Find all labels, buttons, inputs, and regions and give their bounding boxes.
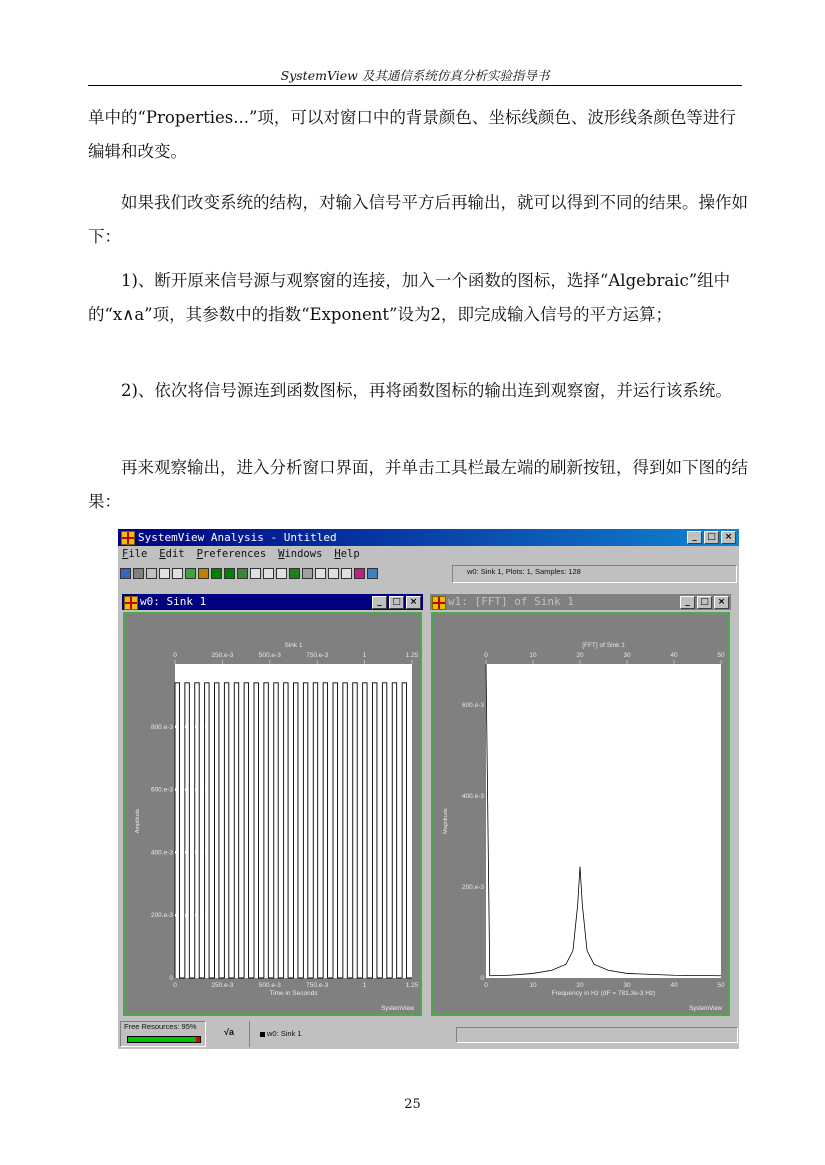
x-tick-label-top: 50 [717,652,725,659]
menu-preferences[interactable]: Preferences [196,548,267,560]
y-tick-label: 200.e-3 [461,883,484,891]
app-title: SystemView Analysis - Untitled [138,531,337,544]
x-tick-label: 50 [717,982,725,989]
status-bar [118,1019,739,1049]
free-resources-label: Free Resources: 95% [124,1022,197,1031]
window-sink1-title: w0: Sink 1 [140,595,207,608]
x-tick-label: 0 [484,982,488,989]
histogram-icon[interactable] [328,568,339,579]
paragraph-3: 1)、断开原来信号源与观察窗的连接，加入一个函数的图标，选择“Algebraic”组中的“x∧a”项，其参数中的指数“Exponent”设为2，即完成输入信号的平方运算； [88,271,731,324]
y-tick-label: 0 [169,975,173,982]
grid-icon[interactable] [302,568,313,579]
y-tick-label: 0 [480,975,484,982]
spectrum-icon[interactable] [354,568,365,579]
paragraph-5: 再来观察输出，进入分析窗口界面，并单击工具栏最左端的刷新按钮，得到如下图的结果： [88,458,748,511]
line-icon[interactable] [172,568,183,579]
y-axis-label: Amplitude [135,808,141,834]
plot-area-fft [431,612,730,1016]
status-info: w0: Sink 1, Plots: 1, Samples: 128 [452,565,737,583]
x-tick-label: 40 [670,982,678,989]
x-tick-label: 10 [529,982,537,989]
close-button[interactable]: × [721,531,736,544]
y-tick-label: 600.e-3 [461,701,484,709]
toolbar [120,563,446,583]
y-tick-label: 200.e-3 [150,912,173,920]
watermark: SystemView [689,1006,722,1012]
w0-maximize-button[interactable]: □ [389,596,404,609]
x-tick-label: 20 [576,982,584,989]
w1-close-button[interactable]: × [714,596,729,609]
calculator-icon[interactable] [289,568,300,579]
window-icon [124,596,138,610]
sqrt-button[interactable]: √a [224,1027,234,1037]
w1-minimize-button[interactable]: _ [680,596,695,609]
x-tick-label: 250.e-3 [211,982,234,989]
x-tick-label-top: 20 [576,652,584,659]
x-tick-label: 500.e-3 [258,982,281,989]
x-axis-label: Frequency in Hz (dF = 781.3e-3 Hz) [551,990,656,997]
x-tick-label-top: 1.25 [405,652,419,659]
page-number: 25 [404,1097,421,1112]
running-header: SystemView 及其通信系统仿真分析实验指导书 [280,68,550,83]
x-tick-label-top: 30 [623,652,631,659]
print-icon[interactable] [133,568,144,579]
move-icon[interactable] [146,568,157,579]
maximize-button[interactable]: □ [704,531,719,544]
x-tick-label-top: 250.e-3 [211,652,234,659]
refresh-icon[interactable] [120,568,131,579]
minimize-button[interactable]: _ [687,531,702,544]
legend-item [249,1021,449,1047]
triangle-icon[interactable] [315,568,326,579]
w1-maximize-button[interactable]: □ [697,596,712,609]
y-tick-label: 600.e-3 [150,786,173,794]
fft-plot [433,614,728,1014]
systemview-icon [121,531,135,545]
plot-area-time [123,612,422,1016]
window-fft-titlebar[interactable] [430,594,731,610]
zoom-icon[interactable] [341,568,352,579]
tile-icon[interactable] [211,568,222,579]
plot-background [486,664,721,978]
time-plot [125,614,420,1014]
x-tick-label: 30 [623,982,631,989]
paragraph-1: 单中的“Properties...”项，可以对窗口中的背景颜色、坐标线颜色、波形线条颜色等进行编辑和改变。 [88,108,736,161]
paragraph-4: 2)、依次将信号源连到函数图标，再将函数图标的输出连到观察窗，并运行该系统。 [121,381,732,400]
chart-title: [FFT] of Sink 1 [582,642,625,649]
x-tick-label-top: 0 [484,652,488,659]
scale-icon[interactable] [263,568,274,579]
window-icon [432,596,446,610]
paragraph-2: 如果我们改变系统的结构，对输入信号平方后再输出，就可以得到不同的结果。操作如下： [88,193,748,246]
menu-edit[interactable]: Edit [159,548,185,560]
window-sink1[interactable] [120,594,425,1016]
cascade-icon[interactable] [237,568,248,579]
x-tick-label-top: 750.e-3 [306,652,329,659]
progress-bar [456,1027,738,1043]
chart-title: Sink 1 [284,642,303,649]
free-resources-bar [127,1036,201,1043]
sink-icon[interactable] [367,568,378,579]
y-tick-label: 400.e-3 [150,849,173,857]
watermark: SystemView [381,1006,414,1012]
x-tick-label: 0 [173,982,177,989]
header-rule [88,85,742,86]
menu-help[interactable]: Help [334,548,360,560]
x-axis-label: Time in Seconds [269,990,318,997]
w0-minimize-button[interactable]: _ [372,596,387,609]
menu-bar [118,546,739,562]
w0-close-button[interactable]: × [406,596,421,609]
points-icon[interactable] [159,568,170,579]
x-tick-label-top: 10 [529,652,537,659]
x-tick-label: 750.e-3 [306,982,329,989]
plot-icon[interactable] [185,568,196,579]
x-tick-label-top: 1 [362,652,367,659]
bars-icon[interactable] [198,568,209,579]
y-tick-label: 400.e-3 [461,792,484,800]
x-tick-label-top: 40 [670,652,678,659]
axis-icon[interactable] [250,568,261,579]
x-tick-label: 1.25 [405,982,419,989]
menu-file[interactable]: File [122,548,148,560]
y-tick-label: 800.e-3 [150,723,173,731]
free-resources [120,1021,206,1047]
tile-horizontal-icon[interactable] [224,568,235,579]
x-tick-label: 1 [362,982,367,989]
window-fft[interactable] [428,594,733,1016]
window-sink1-titlebar[interactable] [122,594,423,610]
window-fft-title: w1: [FFT] of Sink 1 [448,595,574,608]
systemview-screenshot [118,529,739,1049]
dots-icon[interactable] [276,568,287,579]
x-tick-label-top: 500.e-3 [258,652,281,659]
menu-windows[interactable]: Windows [278,548,323,560]
x-tick-label-top: 0 [173,652,177,659]
app-title-bar [118,529,739,546]
y-axis-label: Magnitude [443,808,449,834]
legend-label: w0: Sink 1 [267,1029,302,1038]
